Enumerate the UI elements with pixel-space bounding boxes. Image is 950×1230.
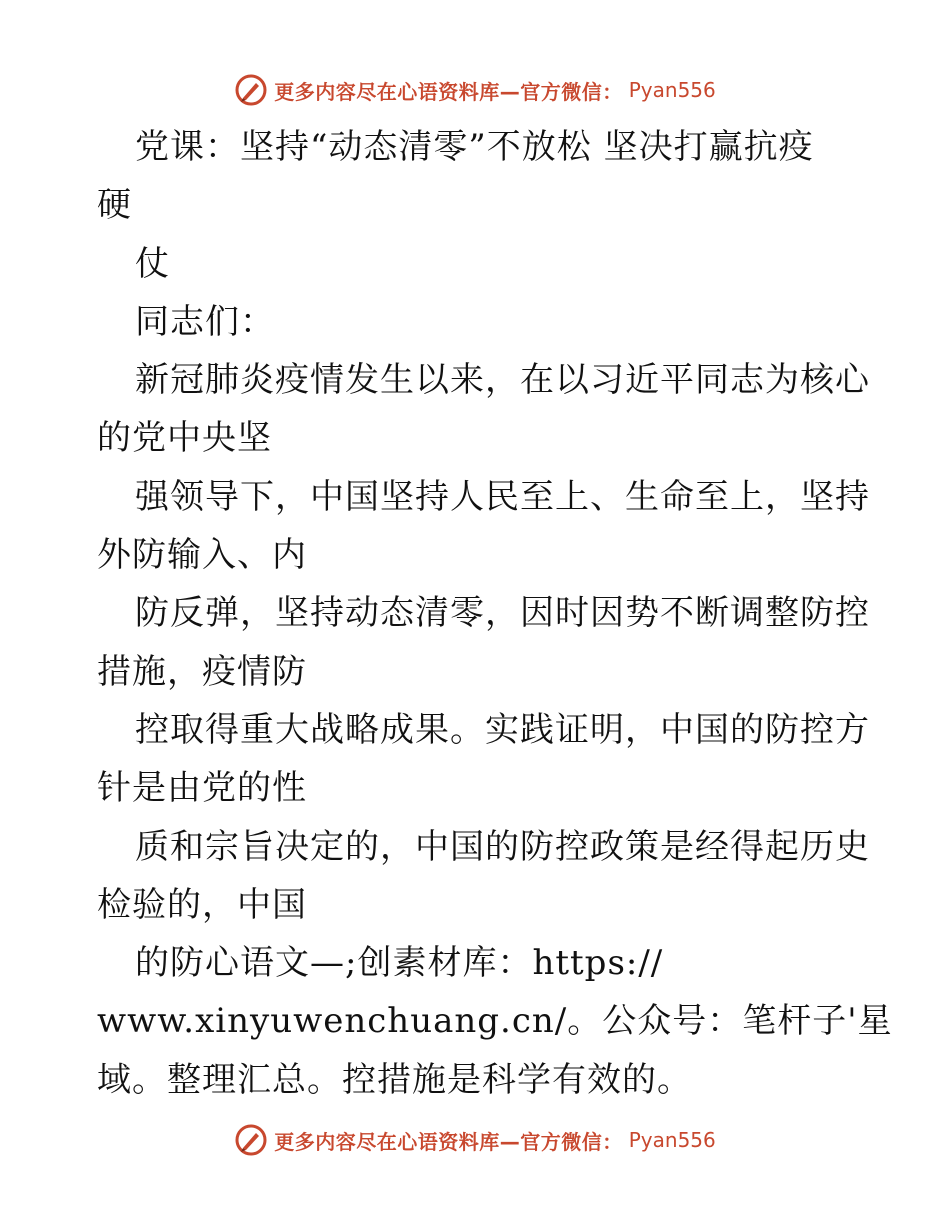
text-line: 硬 — [97, 185, 132, 226]
text-line: 控取得重大战略成果。实践证明，中国的防控方 — [135, 709, 870, 750]
text-line: www.xinyuwenchuang.cn/。公众号：笔杆子'星 — [97, 1001, 893, 1042]
document-body — [97, 118, 893, 1109]
pen-logo-icon — [234, 1123, 268, 1157]
text-line: 党课：坚持“动态清零”不放松 坚决打赢抗疫 — [135, 127, 814, 167]
pen-logo-icon — [234, 73, 268, 107]
text-line: 的党中央坚 — [97, 418, 272, 459]
text-line: 外防输入、内 — [97, 535, 307, 576]
banner-text: 更多内容尽在心语资料库—官方微信： — [274, 1129, 623, 1154]
text-line: 仗 — [135, 243, 170, 284]
text-line: 强领导下，中国坚持人民至上、生命至上，坚持 — [135, 476, 870, 517]
text-line: 针是由党的性 — [97, 768, 307, 809]
footer-watermark-banner — [0, 1120, 950, 1160]
header-watermark-banner — [0, 70, 950, 110]
banner-wechat-id: Pyan556 — [628, 78, 716, 102]
banner-text: 更多内容尽在心语资料库—官方微信： — [274, 79, 623, 104]
banner-wechat-id: Pyan556 — [628, 1128, 716, 1152]
text-line: 同志们： — [135, 301, 275, 342]
text-line: 新冠肺炎疫情发生以来，在以习近平同志为核心 — [135, 360, 870, 401]
text-line: 的防心语文—;创素材库：https:// — [135, 943, 664, 984]
text-line: 检验的，中国 — [97, 884, 307, 925]
text-line: 防反弹，坚持动态清零，因时因势不断调整防控 — [135, 593, 870, 634]
text-line: 措施，疫情防 — [97, 651, 307, 692]
text-line: 质和宗旨决定的，中国的防控政策是经得起历史 — [135, 826, 870, 867]
text-line: 域。整理汇总。控措施是科学有效的。 — [97, 1059, 692, 1100]
